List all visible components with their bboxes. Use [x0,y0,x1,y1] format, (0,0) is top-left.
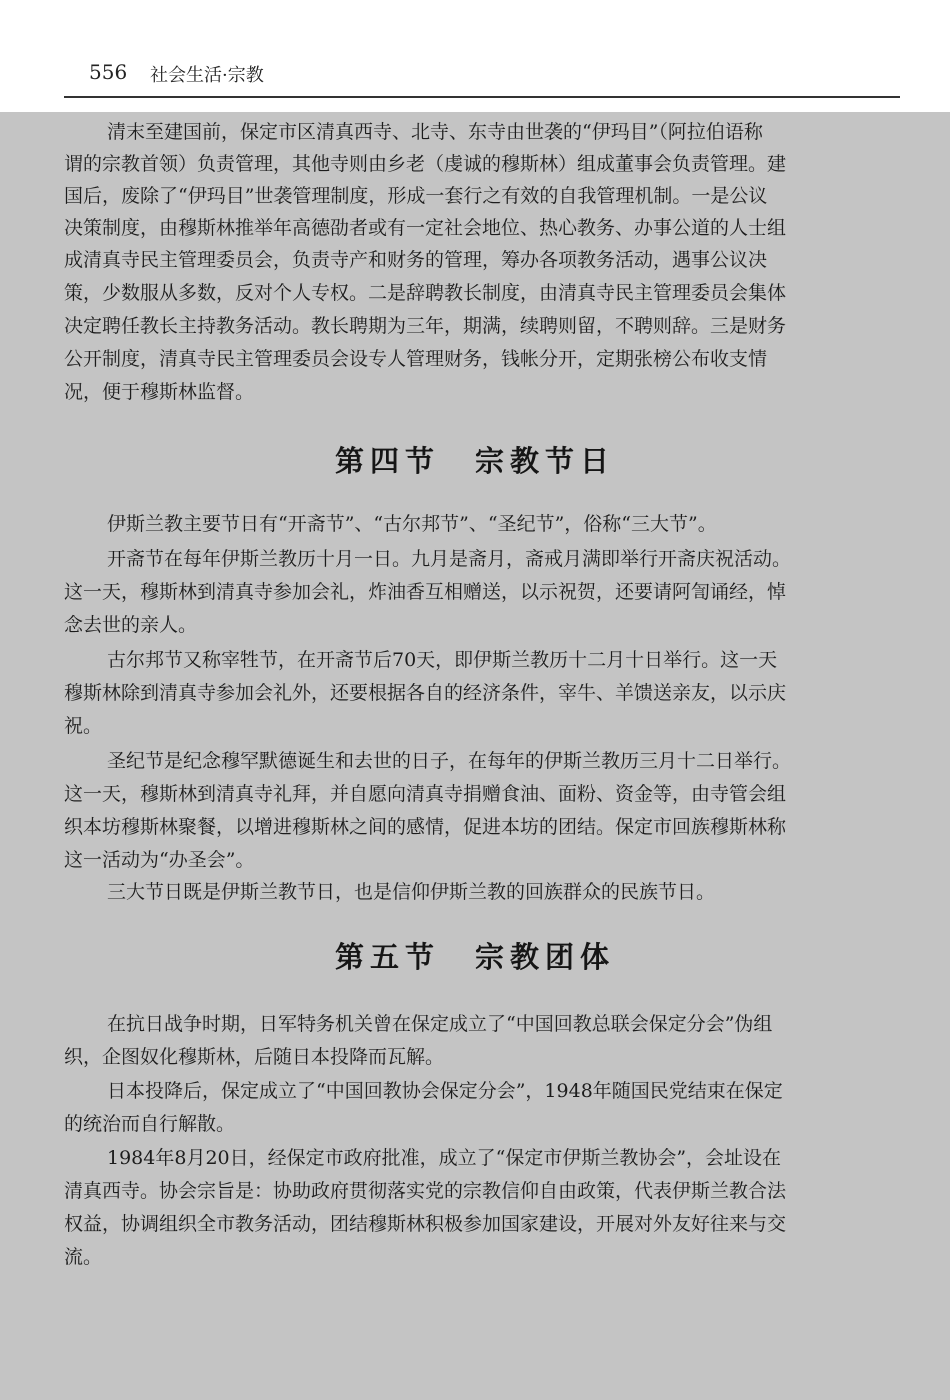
paragraph-line: 古尔邦节又称宰牲节，在开斋节后70天，即伊斯兰教历十二月十日举行。这一天 [107,649,778,671]
paragraph-line: 的统治而自行解散。 [64,1113,236,1135]
paragraph-line: 穆斯林除到清真寺参加会礼外，还要根据各自的经济条件，宰牛、羊馈送亲友，以示庆 [64,682,787,704]
intro-line: 况，便于穆斯林监督。 [64,381,255,403]
section-heading: 第四节 宗教节日 [334,444,615,478]
paragraph-line: 流。 [64,1246,103,1268]
paragraph-line: 织本坊穆斯林聚餐，以增进穆斯林之间的感情，促进本坊的团结。保定市回族穆斯林称 [64,816,787,838]
paragraph-line: 权益，协调组织全市教务活动，团结穆斯林积极参加国家建设，开展对外友好往来与交 [64,1213,787,1235]
intro-line: 成清真寺民主管理委员会，负责寺产和财务的管理，筹办各项教务活动，遇事公议决 [64,249,768,271]
page-number: 556 [89,60,128,84]
intro-line: 策，少数服从多数，反对个人专权。二是辞聘教长制度，由清真寺民主管理委员会集体 [64,282,787,304]
paragraph-line: 圣纪节是纪念穆罕默德诞生和去世的日子，在每年的伊斯兰教历三月十二日举行。 [107,750,792,772]
paragraph-line: 1984年8月20日，经保定市政府批准，成立了“保定市伊斯兰教协会”，会址设在 [107,1147,782,1169]
intro-line: 谓的宗教首领）负责管理，其他寺则由乡老（虔诚的穆斯林）组成董事会负责管理。建 [64,153,787,175]
paragraph-line: 祝。 [64,715,103,737]
paragraph-line: 开斋节在每年伊斯兰教历十月一日。九月是斋月，斋戒月满即举行开斋庆祝活动。 [107,548,792,570]
intro-line: 决策制度，由穆斯林推举年高德劭者或有一定社会地位、热心教务、办事公道的人士组 [64,217,787,239]
intro-line: 决定聘任教长主持教务活动。教长聘期为三年，期满，续聘则留，不聘则辞。三是财务 [64,315,787,337]
page-header [0,0,950,112]
paragraph-line: 织，企图奴化穆斯林，后随日本投降而瓦解。 [64,1046,445,1068]
paragraph-line: 念去世的亲人。 [64,614,198,636]
paragraph-line: 三大节日既是伊斯兰教节日，也是信仰伊斯兰教的回族群众的民族节日。 [107,881,716,903]
paragraph-line: 这一天，穆斯林到清真寺参加会礼，炸油香互相赠送，以示祝贺，还要请阿訇诵经，悼 [64,581,787,603]
intro-line: 国后，废除了“伊玛目”世袭管理制度，形成一套行之有效的自我管理机制。一是公议 [64,185,768,207]
paragraph-line: 这一天，穆斯林到清真寺礼拜，并自愿向清真寺捐赠食油、面粉、资金等，由寺管会组 [64,783,787,805]
paragraph-line: 在抗日战争时期，日军特务机关曾在保定成立了“中国回教总联会保定分会”伪组 [107,1013,773,1035]
paragraph-line: 这一活动为“办圣会”。 [64,849,255,871]
section-heading: 第五节 宗教团体 [334,940,615,974]
intro-line: 公开制度，清真寺民主管理委员会设专人管理财务，钱帐分开，定期张榜公布收支情 [64,348,768,370]
header-rule [64,96,900,98]
running-title: 社会生活·宗教 [150,65,264,86]
paragraph-line: 日本投降后，保定成立了“中国回教协会保定分会”，1948年随国民党结束在保定 [107,1080,783,1102]
intro-line: 清末至建国前，保定市区清真西寺、北寺、东寺由世袭的“伊玛目”（阿拉伯语称 [107,121,763,143]
paragraph-line: 清真西寺。协会宗旨是：协助政府贯彻落实党的宗教信仰自由政策，代表伊斯兰教合法 [64,1180,787,1202]
paragraph-line: 伊斯兰教主要节日有“开斋节”、“古尔邦节”、“圣纪节”，俗称“三大节”。 [107,513,717,535]
